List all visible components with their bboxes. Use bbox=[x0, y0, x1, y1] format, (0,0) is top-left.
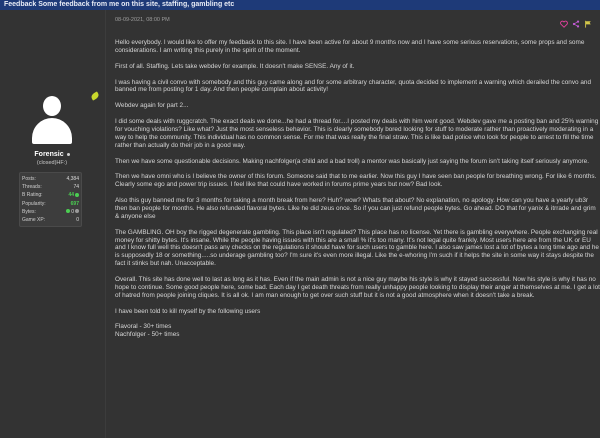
post-paragraph: I was having a civil convo with somebody and this guy came along and for some arbitrary character, quota decided to implement a warning which derailed the convo and banned me from posting for 1 day. And then people complain about activity! bbox=[115, 78, 592, 94]
post-paragraph: Then we have some questionable decisions. Making nachfolger(a child and a bad troll) a mentor was basically just saying the forum isn't taking itself seriously anymore. bbox=[115, 157, 590, 165]
post-paragraph: Flavoral - 30+ times bbox=[115, 323, 172, 331]
stat-b-rating: B Rating: 44 bbox=[22, 191, 79, 199]
post-actions bbox=[560, 20, 592, 28]
author-sidebar bbox=[0, 10, 104, 438]
author-usertitle: (closed)HF:) bbox=[36, 160, 68, 166]
stat-bytes: Bytes: 0 bbox=[22, 208, 79, 216]
post-content bbox=[105, 10, 600, 438]
post-paragraph: Overall. This site has done well to last as long as it has. Even if the main admin is not a nice guy maybe his style is why it stayed successful. Now his style is why it has no hope to continue. Some good people here, some bad. Each day I get death threats from really unhappy people looking to display their anger at themselves at me. I get a lot of hatred from people joining cliques. It is all ok. I am man enough to get over such stuff but it is not a good atmosphere when it doesn't take a break. bbox=[115, 276, 600, 299]
post-paragraph: I have been told to kill myself by the following users bbox=[115, 307, 261, 315]
post-body bbox=[115, 39, 600, 339]
heart-icon[interactable] bbox=[560, 20, 568, 28]
post-paragraph: Also this guy banned me for 3 months for taking a month break from here? Huh? wow? Whats that about? No explanation, no apology. How can you have a yearly ub3r then ban people for months. He also refunded flavoral bytes. Like he did zeus once. So if you can just refund people bytes. Go ahead. DO that for yanix & itrrade and grim & anyone else bbox=[115, 197, 596, 220]
post-paragraph: I did some deals with ruggcratch. The exact deals we done...he had a thread for....I posted my deals with him went good. Webdev gave me a posting ban and 25% warning for vouching violations? Like what? Just the most senseless behavior. This is clearly somebody bored looking for stuff to moderate rather than proactively moderating in a way to help the community. This individual has no common sense. For me that was really the final straw. This is like bad police who look for people to arrest to fill the time rather than actually do their job in a good way. bbox=[115, 118, 599, 149]
stat-threads: Threads: 74 bbox=[22, 184, 79, 191]
default-user-icon bbox=[43, 96, 61, 116]
bytes-icon bbox=[66, 209, 70, 213]
post-paragraph: The GAMBLING. OH boy the rigged degenerate gambling. This place isn't regulated? This place has no license. Yet there is gambling everywhere. People exchanging real money for shitty bytes. It's insane. While the people having issues with this are a small % it's too many. It's not legal quite frankly. Most users here are from the UK or EU and I know full well this doesn't pass any checks on the regulations it should have for such users to gamble here. I also saw james lost a lot of bytes a long time ago and he is supposedly 18 or something.....so underage gambling too? I'm sure it's even more illegal. Like the e-whoring I'm such if it helps the site in some way it stays despite the fact it stinks but nah. Unacceptable. bbox=[115, 228, 599, 268]
post-paragraph: Nachfolger - 50+ times bbox=[115, 331, 180, 339]
online-status-icon bbox=[67, 153, 70, 156]
post-paragraph: Webdev again for part 2... bbox=[115, 102, 189, 110]
avatar[interactable] bbox=[31, 96, 73, 144]
share-icon[interactable] bbox=[572, 20, 580, 28]
thread-title-bar bbox=[0, 0, 600, 10]
post-paragraph: First of all. Staffing. Lets take webdev for example. It doesn't make SENSE. Any of it. bbox=[115, 62, 355, 70]
stat-posts: Posts: 4,384 bbox=[22, 176, 79, 182]
stat-game-xp: Game XP: 0 bbox=[22, 217, 79, 224]
bytes-gift-icon[interactable] bbox=[75, 209, 79, 213]
post-date: 08-09-2021, 08:00 PM bbox=[115, 17, 170, 23]
author-username[interactable]: Forensic bbox=[0, 151, 104, 158]
stat-popularity: Popularity: 697 bbox=[22, 200, 79, 207]
author-stats bbox=[19, 172, 82, 227]
post-paragraph: Hello everybody. I would like to offer my feedback to this site. I have been active for about 9 months now and I have some serious reservations, some props and some considerations. I am writing this purely in the spirit of the moment. bbox=[115, 39, 585, 54]
flag-icon[interactable] bbox=[584, 20, 592, 28]
leaf-icon bbox=[90, 91, 100, 100]
post-container bbox=[0, 10, 600, 438]
rating-green-icon bbox=[75, 193, 79, 197]
post-paragraph: Then we have omni who is I believe the owner of this forum. Someone said that to me earlier. Now this guy I have seen ban people for breathing wrong. For like 6 months. Clearly some ego and power trip issues. I feel like that could have worked in forums prime years but now? Bad look. bbox=[115, 173, 597, 189]
thread-title: Feedback Some feedback from me on this site, staffing, gambling etc bbox=[4, 1, 235, 8]
